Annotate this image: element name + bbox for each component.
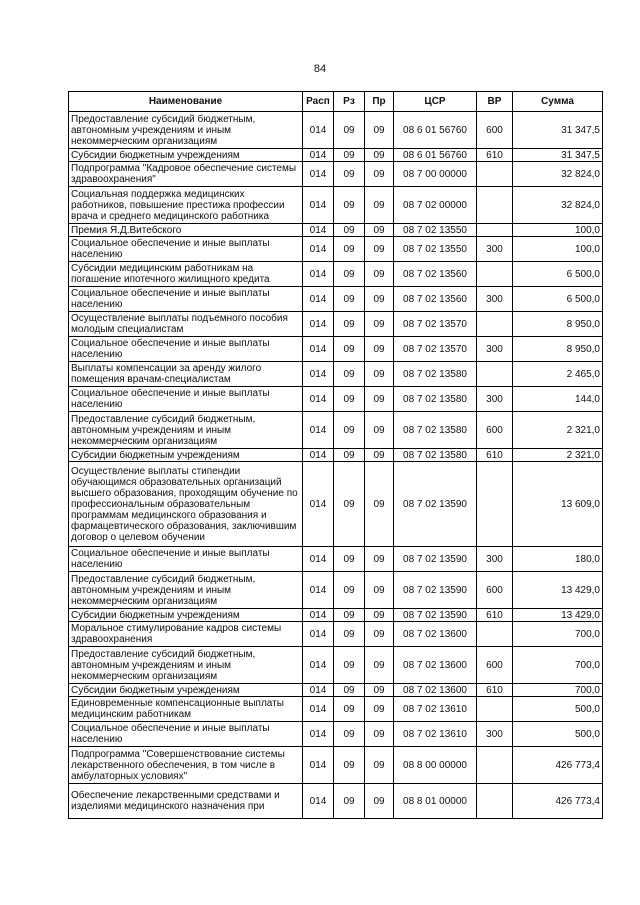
cell-pr: 09 — [365, 262, 394, 287]
cell-rasp: 014 — [303, 162, 334, 187]
cell-rz: 09 — [334, 312, 365, 337]
cell-rz: 09 — [334, 622, 365, 647]
cell-name: Осуществление выплаты стипендии обучающимся образовательных организаций высшего образования, проходящим обучение по профессиональным образовательным программам медицинского образования и фармацевтического образования, заключившим договор о целевом обучении — [69, 462, 303, 547]
cell-sum: 31 347,5 — [513, 112, 603, 149]
cell-sum: 32 824,0 — [513, 187, 603, 224]
table-row — [69, 697, 603, 722]
cell-rz: 09 — [334, 449, 365, 462]
cell-name: Обеспечение лекарственными средствами и изделиями медицинского назначения при — [69, 784, 303, 819]
cell-name: Предоставление субсидий бюджетным, автономным учреждениям и иным некоммерческим организациям — [69, 112, 303, 149]
table-row — [69, 112, 603, 149]
cell-csr: 08 6 01 56760 — [394, 149, 477, 162]
cell-csr: 08 6 01 56760 — [394, 112, 477, 149]
cell-vr: 300 — [477, 337, 513, 362]
cell-rasp: 014 — [303, 412, 334, 449]
cell-rz: 09 — [334, 412, 365, 449]
cell-sum: 8 950,0 — [513, 337, 603, 362]
table-row — [69, 784, 603, 819]
cell-pr: 09 — [365, 609, 394, 622]
cell-sum: 700,0 — [513, 684, 603, 697]
cell-vr: 300 — [477, 387, 513, 412]
cell-csr: 08 7 02 13550 — [394, 237, 477, 262]
cell-pr: 09 — [365, 149, 394, 162]
table-row — [69, 162, 603, 187]
cell-name: Осуществление выплаты подъемного пособия молодым специалистам — [69, 312, 303, 337]
cell-rz: 09 — [334, 262, 365, 287]
cell-vr: 600 — [477, 112, 513, 149]
cell-sum: 13 609,0 — [513, 462, 603, 547]
cell-name: Субсидии бюджетным учреждениям — [69, 149, 303, 162]
cell-pr: 09 — [365, 287, 394, 312]
cell-name: Предоставление субсидий бюджетным, автономным учреждениям и иным некоммерческим организациям — [69, 572, 303, 609]
table-row — [69, 622, 603, 647]
cell-csr: 08 7 02 13610 — [394, 722, 477, 747]
cell-rz: 09 — [334, 547, 365, 572]
cell-sum: 426 773,4 — [513, 784, 603, 819]
cell-name: Подпрограмма "Кадровое обеспечение системы здравоохранения" — [69, 162, 303, 187]
cell-name: Субсидии бюджетным учреждениям — [69, 684, 303, 697]
cell-name: Моральное стимулирование кадров системы здравоохранения — [69, 622, 303, 647]
cell-pr: 09 — [365, 337, 394, 362]
cell-rz: 09 — [334, 747, 365, 784]
cell-csr: 08 7 02 13610 — [394, 697, 477, 722]
table-row — [69, 449, 603, 462]
cell-pr: 09 — [365, 162, 394, 187]
cell-sum: 2 321,0 — [513, 449, 603, 462]
cell-rasp: 014 — [303, 622, 334, 647]
cell-sum: 31 347,5 — [513, 149, 603, 162]
cell-csr: 08 7 02 13590 — [394, 462, 477, 547]
cell-sum: 700,0 — [513, 622, 603, 647]
cell-sum: 8 950,0 — [513, 312, 603, 337]
cell-vr — [477, 187, 513, 224]
cell-vr: 610 — [477, 149, 513, 162]
cell-sum: 180,0 — [513, 547, 603, 572]
cell-pr: 09 — [365, 362, 394, 387]
cell-vr: 610 — [477, 684, 513, 697]
cell-csr: 08 7 02 13560 — [394, 262, 477, 287]
cell-sum: 6 500,0 — [513, 262, 603, 287]
cell-name: Субсидии медицинским работникам на погашение ипотечного жилищного кредита — [69, 262, 303, 287]
cell-vr: 600 — [477, 572, 513, 609]
cell-name: Единовременные компенсационные выплаты медицинским работникам — [69, 697, 303, 722]
table-row — [69, 149, 603, 162]
cell-name: Социальное обеспечение и иные выплаты населению — [69, 287, 303, 312]
table-header-row — [69, 92, 603, 112]
table-row — [69, 572, 603, 609]
table-row — [69, 684, 603, 697]
cell-rasp: 014 — [303, 697, 334, 722]
cell-vr: 300 — [477, 547, 513, 572]
cell-name: Подпрограмма "Совершенствование системы лекарственного обеспечения, в том числе в амбулаторных условиях" — [69, 747, 303, 784]
header-vr: ВР — [477, 92, 513, 112]
cell-rasp: 014 — [303, 287, 334, 312]
cell-pr: 09 — [365, 224, 394, 237]
header-rasp: Расп — [303, 92, 334, 112]
cell-vr — [477, 362, 513, 387]
cell-pr: 09 — [365, 622, 394, 647]
cell-vr — [477, 622, 513, 647]
cell-name: Предоставление субсидий бюджетным, автономным учреждениям и иным некоммерческим организациям — [69, 647, 303, 684]
cell-rasp: 014 — [303, 609, 334, 622]
table-row — [69, 722, 603, 747]
cell-name: Социальное обеспечение и иные выплаты населению — [69, 722, 303, 747]
table-row — [69, 224, 603, 237]
cell-vr: 300 — [477, 722, 513, 747]
budget-table — [68, 91, 603, 819]
cell-pr: 09 — [365, 747, 394, 784]
cell-sum: 6 500,0 — [513, 287, 603, 312]
cell-sum: 144,0 — [513, 387, 603, 412]
cell-rasp: 014 — [303, 312, 334, 337]
cell-rz: 09 — [334, 287, 365, 312]
cell-rz: 09 — [334, 337, 365, 362]
cell-vr: 610 — [477, 609, 513, 622]
cell-rasp: 014 — [303, 262, 334, 287]
cell-sum: 2 321,0 — [513, 412, 603, 449]
cell-sum: 100,0 — [513, 224, 603, 237]
cell-name: Социальное обеспечение и иные выплаты населению — [69, 237, 303, 262]
cell-vr — [477, 162, 513, 187]
cell-rz: 09 — [334, 149, 365, 162]
table-row — [69, 547, 603, 572]
cell-pr: 09 — [365, 112, 394, 149]
cell-rasp: 014 — [303, 237, 334, 262]
table-row — [69, 312, 603, 337]
cell-pr: 09 — [365, 572, 394, 609]
cell-rasp: 014 — [303, 747, 334, 784]
cell-vr — [477, 747, 513, 784]
header-pr: Пр — [365, 92, 394, 112]
cell-pr: 09 — [365, 462, 394, 547]
cell-vr: 300 — [477, 237, 513, 262]
cell-vr: 600 — [477, 647, 513, 684]
cell-csr: 08 7 02 13590 — [394, 572, 477, 609]
cell-csr: 08 7 02 13590 — [394, 609, 477, 622]
cell-vr: 600 — [477, 412, 513, 449]
cell-csr: 08 7 02 13590 — [394, 547, 477, 572]
cell-rz: 09 — [334, 784, 365, 819]
cell-pr: 09 — [365, 722, 394, 747]
table-row — [69, 412, 603, 449]
cell-rasp: 014 — [303, 149, 334, 162]
table-row — [69, 747, 603, 784]
cell-rasp: 014 — [303, 187, 334, 224]
cell-sum: 500,0 — [513, 697, 603, 722]
cell-rasp: 014 — [303, 112, 334, 149]
table-body — [69, 112, 603, 819]
cell-rasp: 014 — [303, 337, 334, 362]
cell-rasp: 014 — [303, 572, 334, 609]
table-row — [69, 362, 603, 387]
table-row — [69, 647, 603, 684]
cell-pr: 09 — [365, 647, 394, 684]
table-row — [69, 462, 603, 547]
cell-rz: 09 — [334, 362, 365, 387]
cell-name: Социальное обеспечение и иные выплаты населению — [69, 547, 303, 572]
cell-sum: 2 465,0 — [513, 362, 603, 387]
cell-pr: 09 — [365, 412, 394, 449]
cell-vr — [477, 462, 513, 547]
cell-name: Субсидии бюджетным учреждениям — [69, 609, 303, 622]
cell-rz: 09 — [334, 609, 365, 622]
cell-name: Социальная поддержка медицинских работников, повышение престижа профессии врача и среднего медицинского работника — [69, 187, 303, 224]
cell-rasp: 014 — [303, 722, 334, 747]
cell-sum: 13 429,0 — [513, 572, 603, 609]
cell-rasp: 014 — [303, 547, 334, 572]
cell-sum: 100,0 — [513, 237, 603, 262]
cell-rz: 09 — [334, 722, 365, 747]
cell-rasp: 014 — [303, 387, 334, 412]
cell-rasp: 014 — [303, 647, 334, 684]
cell-csr: 08 7 02 13580 — [394, 412, 477, 449]
cell-csr: 08 7 02 13580 — [394, 449, 477, 462]
cell-vr — [477, 224, 513, 237]
cell-rz: 09 — [334, 387, 365, 412]
cell-csr: 08 7 02 13560 — [394, 287, 477, 312]
cell-rz: 09 — [334, 697, 365, 722]
table-row — [69, 609, 603, 622]
table-row — [69, 237, 603, 262]
cell-pr: 09 — [365, 387, 394, 412]
cell-csr: 08 7 02 13600 — [394, 684, 477, 697]
header-csr: ЦСР — [394, 92, 477, 112]
header-sum: Сумма — [513, 92, 603, 112]
cell-name: Предоставление субсидий бюджетным, автономным учреждениям и иным некоммерческим организациям — [69, 412, 303, 449]
header-name: Наименование — [69, 92, 303, 112]
table-row — [69, 387, 603, 412]
cell-rz: 09 — [334, 462, 365, 547]
cell-csr: 08 8 00 00000 — [394, 747, 477, 784]
cell-csr: 08 7 02 13580 — [394, 387, 477, 412]
cell-pr: 09 — [365, 312, 394, 337]
cell-rz: 09 — [334, 572, 365, 609]
cell-csr: 08 7 02 13600 — [394, 622, 477, 647]
cell-vr: 300 — [477, 287, 513, 312]
cell-csr: 08 8 01 00000 — [394, 784, 477, 819]
cell-pr: 09 — [365, 684, 394, 697]
cell-pr: 09 — [365, 547, 394, 572]
cell-rz: 09 — [334, 187, 365, 224]
cell-rasp: 014 — [303, 462, 334, 547]
cell-csr: 08 7 02 13600 — [394, 647, 477, 684]
cell-vr: 610 — [477, 449, 513, 462]
cell-rz: 09 — [334, 684, 365, 697]
cell-rz: 09 — [334, 224, 365, 237]
cell-csr: 08 7 00 00000 — [394, 162, 477, 187]
header-rz: Рз — [334, 92, 365, 112]
cell-name: Премия Я.Д.Витебского — [69, 224, 303, 237]
cell-csr: 08 7 02 13580 — [394, 362, 477, 387]
cell-sum: 32 824,0 — [513, 162, 603, 187]
table-row — [69, 187, 603, 224]
page-number: 84 — [313, 63, 327, 75]
cell-rz: 09 — [334, 112, 365, 149]
table-row — [69, 337, 603, 362]
cell-pr: 09 — [365, 237, 394, 262]
cell-vr — [477, 784, 513, 819]
cell-rz: 09 — [334, 647, 365, 684]
cell-csr: 08 7 02 13550 — [394, 224, 477, 237]
cell-sum: 426 773,4 — [513, 747, 603, 784]
cell-rz: 09 — [334, 237, 365, 262]
cell-name: Выплаты компенсации за аренду жилого помещения врачам-специалистам — [69, 362, 303, 387]
cell-rasp: 014 — [303, 684, 334, 697]
cell-vr — [477, 312, 513, 337]
cell-rasp: 014 — [303, 449, 334, 462]
cell-rz: 09 — [334, 162, 365, 187]
table-row — [69, 262, 603, 287]
cell-csr: 08 7 02 13570 — [394, 337, 477, 362]
cell-csr: 08 7 02 13570 — [394, 312, 477, 337]
cell-rasp: 014 — [303, 224, 334, 237]
cell-rasp: 014 — [303, 362, 334, 387]
cell-pr: 09 — [365, 187, 394, 224]
cell-name: Субсидии бюджетным учреждениям — [69, 449, 303, 462]
cell-vr — [477, 262, 513, 287]
cell-csr: 08 7 02 00000 — [394, 187, 477, 224]
cell-sum: 700,0 — [513, 647, 603, 684]
cell-pr: 09 — [365, 784, 394, 819]
cell-vr — [477, 697, 513, 722]
cell-name: Социальное обеспечение и иные выплаты населению — [69, 387, 303, 412]
cell-name: Социальное обеспечение и иные выплаты населению — [69, 337, 303, 362]
cell-pr: 09 — [365, 449, 394, 462]
cell-sum: 13 429,0 — [513, 609, 603, 622]
cell-sum: 500,0 — [513, 722, 603, 747]
cell-rasp: 014 — [303, 784, 334, 819]
cell-pr: 09 — [365, 697, 394, 722]
table-row — [69, 287, 603, 312]
